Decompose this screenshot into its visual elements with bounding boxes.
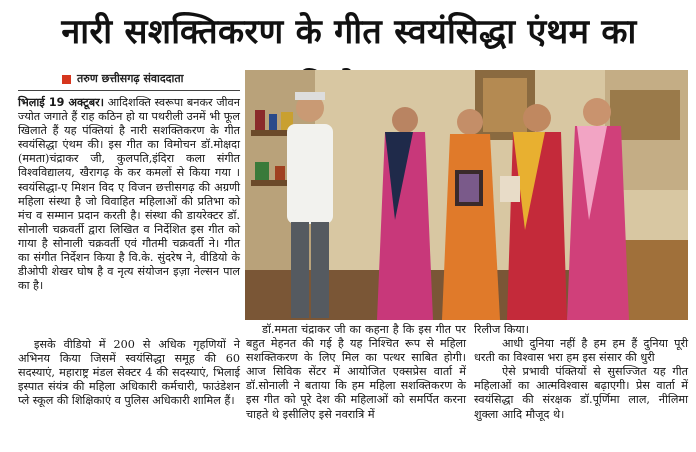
paragraph: डॉ.ममता चंद्राकर जी का कहना है कि इस गीत पर बहुत मेहनत की गई है यह निश्चित रूप से महिला सशक्तिकरण के लिए मिल का पत्थर साबित होगी। आज सिविक सेंटर में आयोजित एक्सप्रेस वार्ता में डॉ.सोनाली ने बताया कि हम महिला सशक्तिकरण के इस गीत को पूरे देश की महिलाओं को समर्पित करना चाहते थे इसीलिए इसे नवरात्रि में bbox=[246, 323, 466, 421]
article-column-1 bbox=[18, 96, 240, 328]
paragraph: रिलीज किया। bbox=[474, 323, 529, 336]
paragraph: आधी दुनिया नहीं है हम हम हैं दुनिया पूरी धरती का विश्वास भरा हम इस संसार की धुरी bbox=[474, 337, 688, 365]
group-photo bbox=[245, 70, 688, 320]
byline-rule bbox=[18, 90, 240, 91]
byline bbox=[62, 72, 184, 86]
article-column-1b bbox=[18, 338, 240, 446]
byline-marker-icon bbox=[62, 75, 71, 84]
byline-text: तरुण छत्तीसगढ़ संवाददाता bbox=[77, 72, 184, 85]
paragraph: इसके वीडियो में 200 से अधिक गृहणियों ने अभिनय किया जिसमें स्वयंसिद्धा समूह की 60 सदस्याएं, महाराष्ट्र मंडल सेक्टर 4 की सदस्याएं, भिलाई इस्पात संयंत्र की महिला अधिकारी कर्मचारी, फाउंडेशन प्ले स्कूल की शिक्षिकाएं व पुलिस अधिकारी शामिल हैं। bbox=[18, 338, 240, 408]
paragraph bbox=[18, 96, 240, 293]
article-column-2 bbox=[246, 323, 466, 443]
dateline: भिलाई 19 अक्टूबर। bbox=[18, 96, 104, 109]
paragraph: ऐसे प्रभावी पंक्तियों से सुसज्जित यह गीत महिलाओं का आत्मविश्वास बढ़ाएगी। प्रेस वार्ता में स्वयंसिद्धा की संरक्षक डॉ.पूर्णिमा लाल, नीलिमा शुक्ला आदि मौजूद थे। bbox=[474, 365, 688, 421]
headline: नारी सशक्तिकरण के गीत स्वयंसिद्धा एंथम का bbox=[61, 12, 637, 52]
article-column-3 bbox=[474, 323, 688, 443]
paragraph-text: आदिशक्ति स्वरूपा बनकर जीवन ज्योत जगाते हैं राह कठिन हो या पथरीली उनमें भी फूल खिलाते हैं यह पंक्तियां है नारी सशक्तिकरण के गीत स्वयंसिद्धा एंथम की। इस गीत का विमोचन डॉ.मोक्षदा (ममता)चंद्राकर जी, कुलपति,इंदिरा कला संगीत विश्वविद्यालय, खैरागढ़ के कर कमलों से किया गया । स्वयंसिद्धा-ए मिशन विद ए विजन छत्तीसगढ़ की अग्रणी महिला संस्था है जो विवाहित महिलाओं की प्रतिभा को मंच व सम्मान प्रदान करती है। संस्था की डायरेक्टर डॉ. सोनाली चक्रवर्ती द्वारा लिखित व निर्देशित इस गीत को गाया है सोनाली चक्रवर्ती एवं गौतमी चक्रवर्ती ने। गीत का संगीत निर्देशन किया है वि.के. सुंदरेष ने, वीडियो के डीओपी शेखर घोष है व नृत्य संयोजन इज़ा नेल्सन पाल का है। bbox=[18, 96, 240, 293]
